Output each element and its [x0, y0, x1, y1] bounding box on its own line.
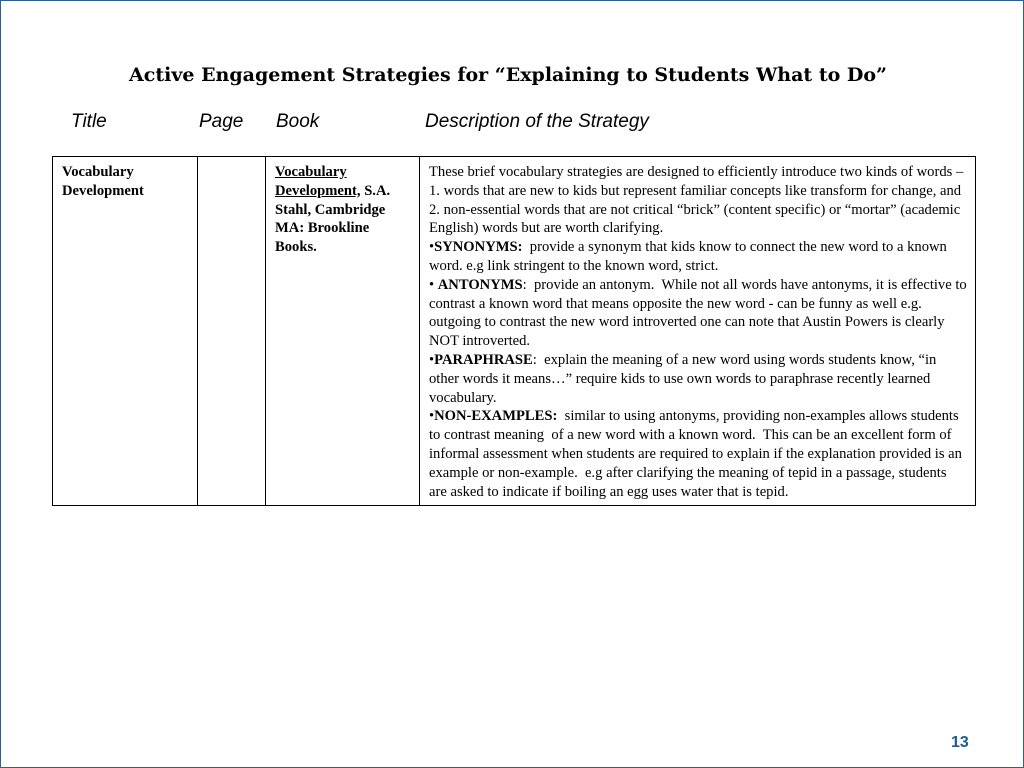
list-item: [429, 238, 967, 276]
header-description: Description of the Strategy: [425, 111, 649, 132]
bullet: •: [429, 408, 435, 425]
keyword-synonyms: SYNONYMS:: [434, 239, 523, 256]
keyword-non-examples: NON-EXAMPLES:: [434, 408, 558, 425]
bullet: •: [429, 276, 438, 293]
header-page: Page: [199, 111, 244, 132]
description-intro: These brief vocabulary strategies are designed to efficiently introduce two kinds of words – 1. words that are new to kids but represent familiar concepts like transform for change, and 2. non-essential words that are not critical “brick” (content specific) or “mortar” (academic English) words but are worth clarifying.: [429, 164, 964, 237]
keyword-paraphrase: PARAPHRASE: [434, 351, 533, 368]
list-item: [429, 276, 967, 351]
book-details: S.A. Stahl, Cambridge MA: Brookline Books.: [275, 182, 391, 256]
book-title: Vocabulary Development,: [275, 164, 361, 199]
strategy-table: [52, 156, 976, 506]
item-text: : provide an antonym. While not all words have antonyms, it is effective to contrast a known word that means opposite the new word - can be funny as well e.g. outgoing to contrast the new word introverted one can note that Austin Powers is clearly NOT introverted.: [429, 276, 967, 350]
header-book: Book: [276, 111, 320, 132]
list-item: [429, 351, 967, 407]
bullet: •: [429, 351, 435, 368]
cell-book: [266, 157, 420, 506]
cell-description: [420, 157, 976, 506]
table-row: [53, 157, 976, 506]
item-text: provide a synonym that kids know to connect the new word to a known word. e.g link stringent to the known word, strict.: [429, 239, 947, 274]
item-text: similar to using antonyms, providing non-examples allows students to contrast meaning of a new word with a known word. This can be an excellent form of informal assessment when students are required to explain if the explanation provided is an example or non-example. e.g after clarifying the meaning of tepid in a passage, students are asked to indicate if boiling an egg uses water that is tepid.: [429, 408, 962, 500]
page-number: 13: [951, 734, 969, 751]
cell-page: [198, 157, 266, 506]
cell-title: Vocabulary Development: [53, 157, 198, 506]
item-text: : explain the meaning of a new word using words students know, “in other words it means…” require kids to use own words to paraphrase recently learned vocabulary.: [429, 351, 937, 406]
keyword-antonyms: ANTONYMS: [437, 276, 523, 293]
header-title: Title: [71, 111, 107, 132]
column-headers: [1, 111, 1024, 137]
list-item: [429, 407, 967, 501]
bullet: •: [429, 239, 435, 256]
slide-title: Active Engagement Strategies for “Explaining to Students What to Do”: [129, 64, 887, 86]
